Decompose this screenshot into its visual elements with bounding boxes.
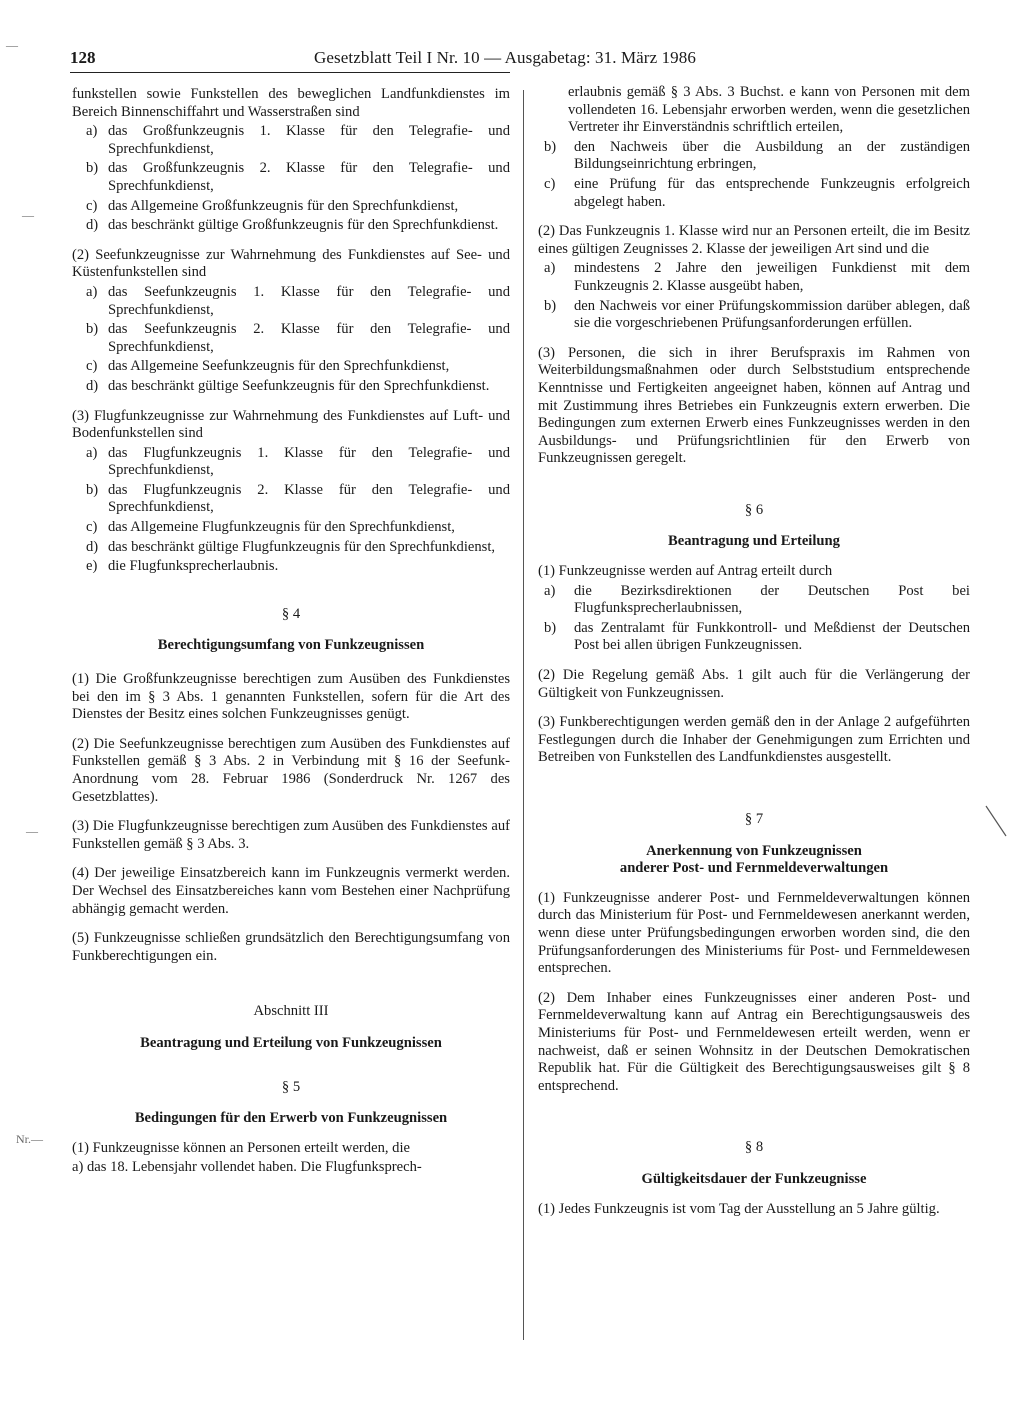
list-item: b) das Zentralamt für Funkkontroll- und Meßdienst der Deutschen Post bei allen übrigen Funkzeugnissen.: [544, 619, 970, 654]
section-number-7: § 7: [744, 811, 764, 827]
section-title-7b: anderer Post- und Fernmeldeverwaltungen: [619, 860, 889, 877]
section-number-6: § 6: [744, 501, 764, 518]
list-item: c) das Allgemeine Großfunkzeugnis für den Sprechfunkdienst,: [86, 197, 459, 214]
list-item: c) eine Prüfung für das entsprechende Funkzeugnis erfolgreich abgelegt haben.: [544, 175, 970, 210]
section-number-8: § 8: [744, 1139, 764, 1156]
list-item: b) das Großfunkzeugnis 2. Klasse für den Telegrafie- und Sprechfunkdienst,: [86, 160, 510, 194]
list-item: a) das Großfunkzeugnis 1. Klasse für den Telegrafie- und Sprechfunkdienst,: [86, 123, 510, 157]
section-number-4: § 4: [281, 605, 301, 622]
paragraph: (5) Funkzeugnisse schließen grundsätzlich den Berechtigungsumfang von Funkberechtigungen ein.: [72, 930, 510, 964]
paragraph: (2) Die Seefunkzeugnisse berechtigen zum Ausüben des Funkdienstes auf Funkstellen gemäß § 3 Abs. 2 in Verbindung mit § 16 der Seefunk-Anordnung vom 28. Februar 1986 (Sonderdruck Nr. 1267 des Gesetzblattes).: [72, 735, 510, 805]
list-item: a) das Seefunkzeugnis 1. Klasse für den Telegrafie- und Sprechfunkdienst,: [86, 283, 510, 318]
list-item: b) das Seefunkzeugnis 2. Klasse für den Telegrafie- und Sprechfunkdienst,: [86, 321, 510, 355]
section-number-5: § 5: [281, 1078, 301, 1095]
list-item: d) das beschränkt gültige Flugfunkzeugnis für den Sprechfunkdienst,: [86, 538, 496, 555]
page-header: [70, 48, 970, 74]
section-title-5: Bedingungen für den Erwerb von Funkzeugnissen: [134, 1110, 448, 1127]
list-item: a) die Bezirksdirektionen der Deutschen Post bei Flugfunksprecherlaubnissen,: [544, 582, 970, 617]
paragraph: (2) Dem Inhaber eines Funkzeugnisses einer anderen Post- und Fernmeldeverwaltung kann auf Antrag ein Berechtigungsausweis des Ministeriums für Post- und Fernmeldewesen erteilt werden, wenn er nachweist, daß er seinen Wohnsitz in der Deutschen Demokratischen Republik hat. Für die Gültigkeit des Berechtigungsausweises gilt § 8 entsprechend.: [538, 989, 970, 1094]
column-divider: [523, 90, 524, 1340]
header-rule: [70, 72, 510, 73]
list-item: c) das Allgemeine Flugfunkzeugnis für den Sprechfunkdienst,: [86, 519, 455, 536]
list-item: a) das Flugfunkzeugnis 1. Klasse für den Telegrafie- und Sprechfunkdienst,: [86, 444, 510, 479]
margin-mark: Nr.—: [16, 1132, 43, 1146]
list-sec3-2: [72, 284, 510, 396]
abschnitt-title: Beantragung und Erteilung von Funkzeugnissen: [140, 1034, 442, 1051]
margin-stroke-mark: [984, 804, 1008, 838]
list-item: e) die Flugfunksprecherlaubnis.: [86, 558, 279, 575]
paragraph: (3) Flugfunkzeugnisse zur Wahrnehmung des Funkdienstes auf Luft- und Bodenfunkstellen sind: [72, 407, 510, 442]
paragraph: (1) Jedes Funkzeugnis ist vom Tag der Ausstellung an 5 Jahre gültig.: [538, 1200, 940, 1217]
list-item: a) mindestens 2 Jahre den jeweiligen Funkdienst mit dem Funkzeugnis 2. Klasse ausgeübt haben,: [544, 260, 970, 294]
page-header-title: Gesetzblatt Teil I Nr. 10 — Ausgabetag: 31. März 1986: [314, 48, 696, 67]
list-sec5-1: [538, 139, 970, 211]
paragraph: (3) Funkberechtigungen werden gemäß den in der Anlage 2 aufgeführten Festlegungen durch die Inhaber der Genehmigungen zum Errichten und Betreiben von Funkstellen des Landfunkdienstes ausgestellt.: [538, 714, 970, 766]
margin-mark: —: [22, 208, 34, 222]
paragraph: (3) Die Flugfunkzeugnisse berechtigen zum Ausüben des Funkdienstes auf Funkstellen gemäß § 3 Abs. 3.: [72, 818, 510, 852]
section-title-7a: Anerkennung von Funkzeugnissen: [646, 842, 862, 859]
paragraph: (2) Seefunkzeugnisse zur Wahrnehmung des Funkdienstes auf See- und Küstenfunkstellen sind: [72, 246, 510, 281]
list-item: d) das beschränkt gültige Großfunkzeugnis für den Sprechfunkdienst.: [86, 217, 499, 234]
section-title-6: Beantragung und Erteilung: [668, 533, 840, 550]
list-sec3-1: [72, 123, 510, 235]
list-item: c) das Allgemeine Seefunkzeugnis für den Sprechfunkdienst,: [86, 358, 450, 375]
page-number: 128: [70, 48, 96, 67]
margin-mark: —: [26, 824, 38, 838]
paragraph: (4) Der jeweilige Einsatzbereich kann im Funkzeugnis vermerkt werden. Der Wechsel des Einsatzbereiches kann vom Bestehen einer Nachprüfung abhängig gemacht werden.: [72, 865, 510, 917]
paragraph: (1) Die Großfunkzeugnisse berechtigen zum Ausüben des Funkdienstes bei den im § 3 Abs. 1 genannten Funkstellen, sofern für die Art des Dienstes der Besitz eines solchen Funkzeugnisses genügt.: [72, 671, 510, 723]
paragraph: (1) Funkzeugnisse anderer Post- und Fernmeldeverwaltungen können durch das Ministerium für Post- und Fernmeldewesen anerkannt werden, wenn diese unter Prüfungsbedingungen erworben worden sind, die den Prüfungsanforderungen des Ministeriums für Post- und Fernmeldewesen entsprechen.: [538, 889, 970, 977]
list-sec5-2: [538, 260, 970, 332]
right-column: [538, 86, 970, 1218]
section-title-8: Gültigkeitsdauer der Funkzeugnisse: [641, 1170, 867, 1187]
paragraph: (3) Personen, die sich in ihrer Berufspraxis im Rahmen von Weiterbildungsmaßnahmen oder durch Selbststudium entsprechende Kenntnisse und Fertigkeiten angeeignet haben, können auf Antrag und mit Zustimmung ihres Betriebes ein Funkzeugnis extern erwerben. Die Bedingungen zum externen Erwerb eines Funkzeugnisses werden in den Ausbildungs- und Prüfungsrichtlinien für den Erwerb von Funkzeugnissen geregelt.: [538, 344, 970, 467]
list-item: b) den Nachweis über die Ausbildung an der zuständigen Bildungseinrichtung erbringen,: [544, 138, 970, 173]
margin-mark: —: [6, 38, 18, 52]
left-column: [72, 86, 510, 1179]
list-item: b) den Nachweis vor einer Prüfungskommission darüber ablegen, daß sie die vorgeschriebenen Prüfungsanforderungen erfüllen.: [544, 297, 970, 332]
list-sec3-3: [72, 445, 510, 576]
list-sec6: [538, 583, 970, 655]
paragraph: erlaubnis gemäß § 3 Abs. 3 Buchst. e kann von Personen mit dem vollendeten 16. Lebensjahr erworben werden, wenn die gesetzlichen Vertreter ihr Einverständnis schriftlich erteilen,: [568, 84, 970, 136]
section-title-4: Berechtigungsumfang von Funkzeugnissen: [157, 637, 425, 654]
paragraph: funkstellen sowie Funkstellen des beweglichen Landfunkdienstes im Bereich Binnenschiffahrt und Wasserstraßen sind: [72, 86, 510, 120]
paragraph: (1) Funkzeugnisse werden auf Antrag erteilt durch: [538, 563, 833, 580]
paragraph: (2) Das Funkzeugnis 1. Klasse wird nur an Personen erteilt, die im Besitz eines gültigen Zeugnisses 2. Klasse der jeweiligen Art sind und die: [538, 223, 970, 257]
paragraph: (2) Die Regelung gemäß Abs. 1 gilt auch für die Verlängerung der Gültigkeit von Funkzeugnissen.: [538, 667, 970, 701]
abschnitt-label: Abschnitt III: [253, 1003, 329, 1020]
list-item: d) das beschränkt gültige Seefunkzeugnis für den Sprechfunkdienst.: [86, 377, 490, 394]
list-item: b) das Flugfunkzeugnis 2. Klasse für den Telegrafie- und Sprechfunkdienst,: [86, 481, 510, 516]
list-item: a) das 18. Lebensjahr vollendet haben. Die Flugfunksprech-: [72, 1159, 422, 1176]
paragraph: (1) Funkzeugnisse können an Personen erteilt werden, die: [72, 1139, 410, 1156]
